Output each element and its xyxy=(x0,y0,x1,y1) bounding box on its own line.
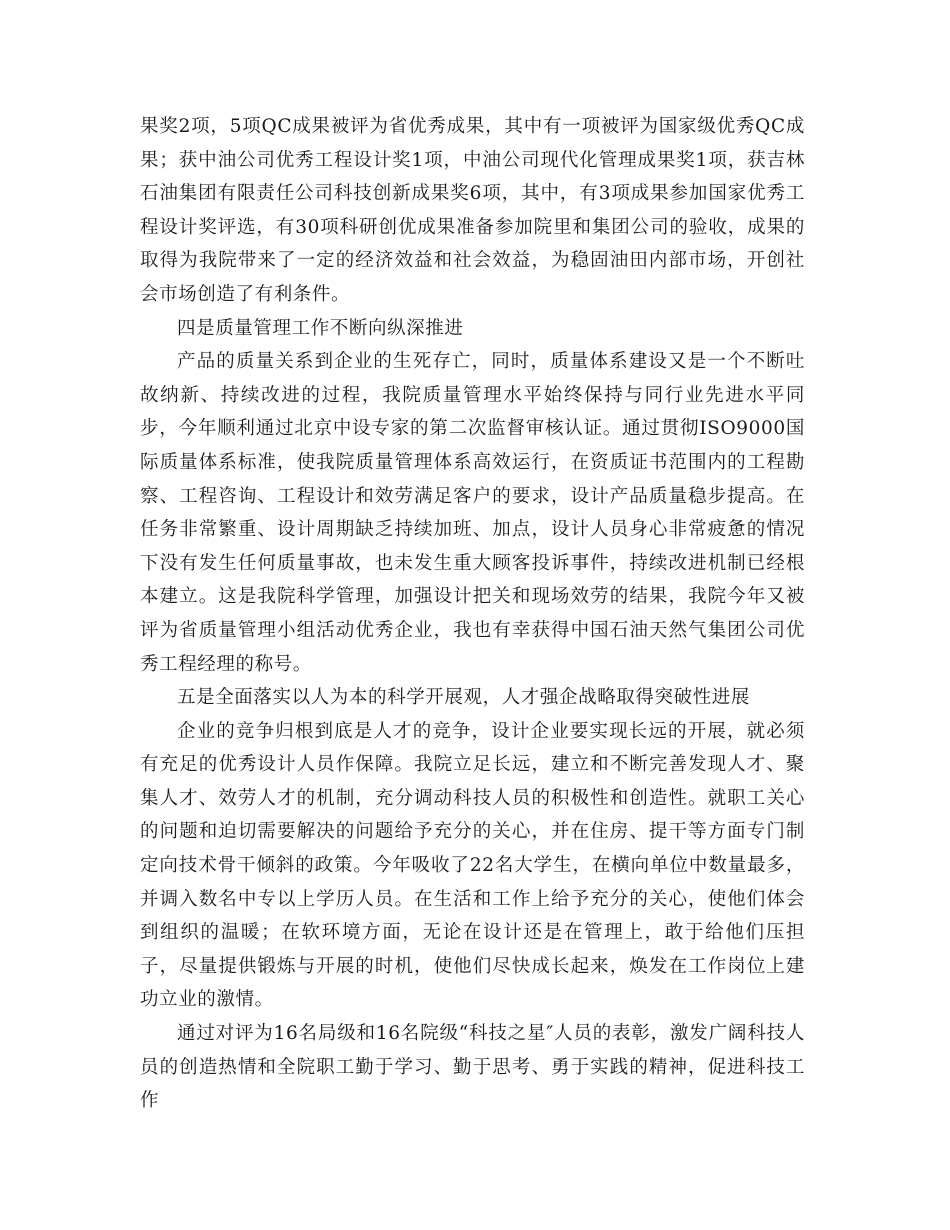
paragraph-tech-stars: 通过对评为16名局级和16名院级“科技之星″人员的表彰，激发广阔科技人员的创造热情和全院职工勤于学习、勤于思考、勇于实践的精神，促进科技工作 xyxy=(140,1023,805,1112)
paragraph-talent-strategy: 企业的竞争归根到底是人才的竞争，设计企业要实现长远的开展，就必须有充足的优秀设计人员作保障。我院立足长远，建立和不断完善发现人才、聚集人才、效劳人才的机制，充分调动科技人员的积极性和创造性。就职工关心的问题和迫切需要解决的问题给予充分的关心，并在住房、提干等方面专门制定向技术骨干倾斜的政策。今年吸收了22名大学生，在横向单位中数量最多，并调入数名中专以上学历人员。在生活和工作上给予充分的关心，使他们体会到组织的温暖；在软环境方面，无论在设计还是在管理上，敢于给他们压担子，尽量提供锻炼与开展的时机，使他们尽快成长起来，焕发在工作岗位上建功立业的激情。 xyxy=(140,720,805,1011)
heading-quality-management: 四是质量管理工作不断向纵深推进 xyxy=(177,317,464,339)
paragraph-quality-management: 产品的质量关系到企业的生死存亡，同时，质量体系建设又是一个不断吐故纳新、持续改进的过程，我院质量管理水平始终保持与同行业先进水平同步，今年顺利通过北京中设专家的第二次监督审核认证。通过贯彻ISO9000国际质量体系标准，使我院质量管理体系高效运行，在资质证书范围内的工程勘察、工程咨询、工程设计和效劳满足客户的要求，设计产品质量稳步提高。在任务非常繁重、设计周期缺乏持续加班、加点，设计人员身心非常疲惫的情况下没有发生任何质量事故，也未发生重大顾客投诉事件，持续改进机制已经根本建立。这是我院科学管理，加强设计把关和现场效劳的结果，我院今年又被评为省质量管理小组活动优秀企业，我也有幸获得中国石油天然气集团公司优秀工程经理的称号。 xyxy=(140,351,805,675)
heading-talent-strategy: 五是全面落实以人为本的科学开展观，人才强企战略取得突破性进展 xyxy=(177,687,751,709)
document-body xyxy=(140,110,805,1118)
paragraph-awards: 果奖2项，5项QC成果被评为省优秀成果，其中有一项被评为国家级优秀QC成果；获中油公司优秀工程设计奖1项，中油公司现代化管理成果奖1项，获吉林石油集团有限责任公司科技创新成果奖6项，其中，有3项成果参加国家优秀工程设计奖评选，有30项科研创优成果准备参加院里和集团公司的验收，成果的取得为我院带来了一定的经济效益和社会效益，为稳固油田内部市场，开创社会市场创造了有利条件。 xyxy=(140,116,805,305)
